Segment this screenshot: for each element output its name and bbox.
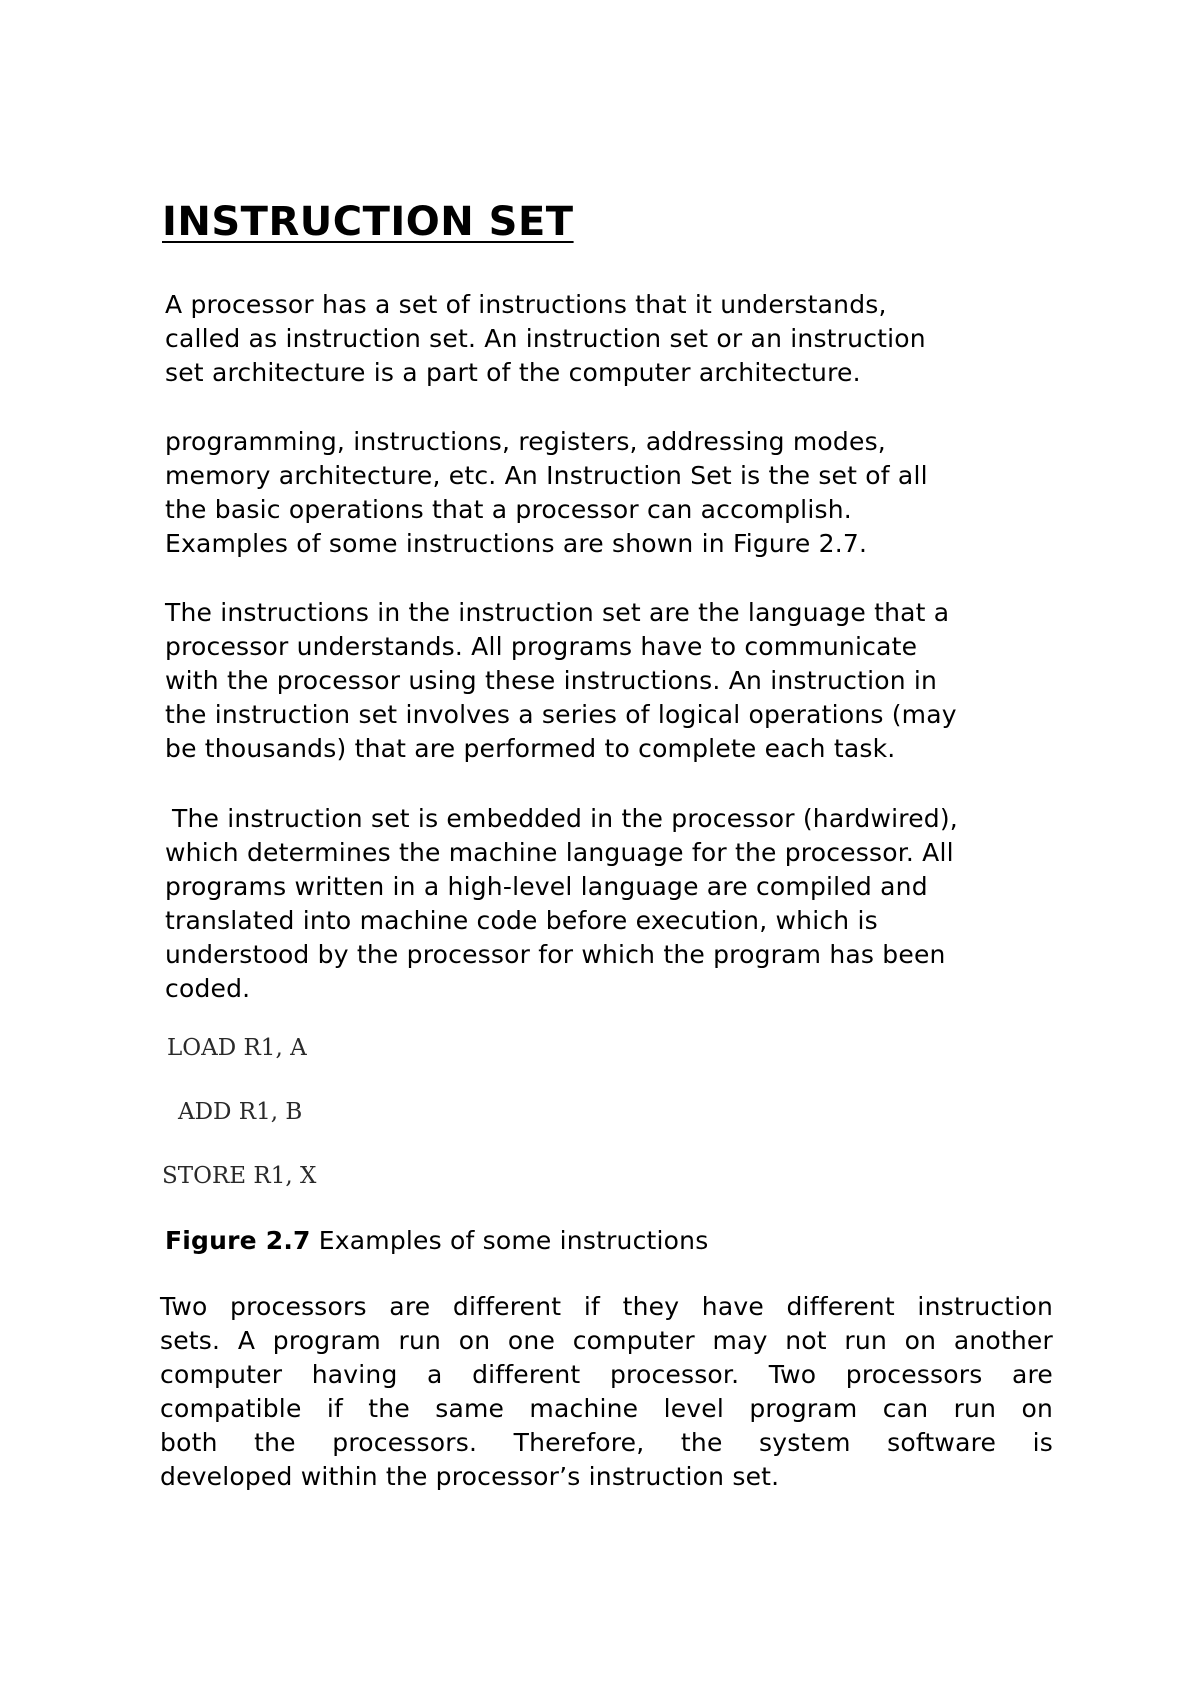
text-line: set architecture is a part of the computer architecture.	[165, 358, 861, 387]
text-line: sets. A program run on one computer may not run on another	[160, 1326, 1053, 1355]
text-line: translated into machine code before execution, which is	[165, 906, 878, 935]
text-line: called as instruction set. An instruction set or an instruction	[165, 324, 926, 353]
text-line: both the processors. Therefore, the system software is	[160, 1428, 1053, 1457]
figure-caption-text: Examples of some instructions	[310, 1226, 709, 1255]
text-line: memory architecture, etc. An Instruction Set is the set of all	[165, 461, 928, 490]
page-title: INSTRUCTION SET	[162, 199, 574, 245]
text-line: Two processors are different if they have different instruction	[160, 1292, 1053, 1321]
text-line: The instruction set is embedded in the processor (hardwired),	[172, 804, 958, 833]
language-paragraph	[165, 596, 1065, 766]
instruction-store: STORE R1, X	[162, 1163, 317, 1189]
text-line: A processor has a set of instructions that it understands,	[165, 290, 887, 319]
text-line: programming, instructions, registers, addressing modes,	[165, 427, 886, 456]
text-line: Examples of some instructions are shown in Figure 2.7.	[165, 529, 868, 558]
text-line: compatible if the same machine level program can run on	[160, 1394, 1053, 1423]
definition-paragraph	[165, 425, 1065, 561]
intro-paragraph	[165, 288, 1065, 390]
text-line: coded.	[165, 974, 251, 1003]
text-line: computer having a different processor. Two processors are	[160, 1360, 1053, 1389]
text-line: the basic operations that a processor can accomplish.	[165, 495, 852, 524]
text-line: The instructions in the instruction set are the language that a	[165, 598, 950, 627]
embedded-paragraph	[165, 802, 1072, 1006]
text-line: which determines the machine language for the processor. All	[165, 838, 954, 867]
compatibility-paragraph	[160, 1290, 1053, 1494]
text-line: processor understands. All programs have to communicate	[165, 632, 918, 661]
text-line: programs written in a high-level language are compiled and	[165, 872, 928, 901]
figure-caption	[165, 1224, 708, 1258]
text-line: with the processor using these instructions. An instruction in	[165, 666, 938, 695]
text-line: developed within the processor’s instruction set.	[160, 1462, 780, 1491]
text-line: the instruction set involves a series of logical operations (may	[165, 700, 957, 729]
instruction-load: LOAD R1, A	[167, 1035, 307, 1061]
figure-label: Figure 2.7	[165, 1226, 311, 1255]
text-line: be thousands) that are performed to complete each task.	[165, 734, 896, 763]
text-line: understood by the processor for which the program has been	[165, 940, 946, 969]
instruction-add: ADD R1, B	[178, 1099, 303, 1125]
